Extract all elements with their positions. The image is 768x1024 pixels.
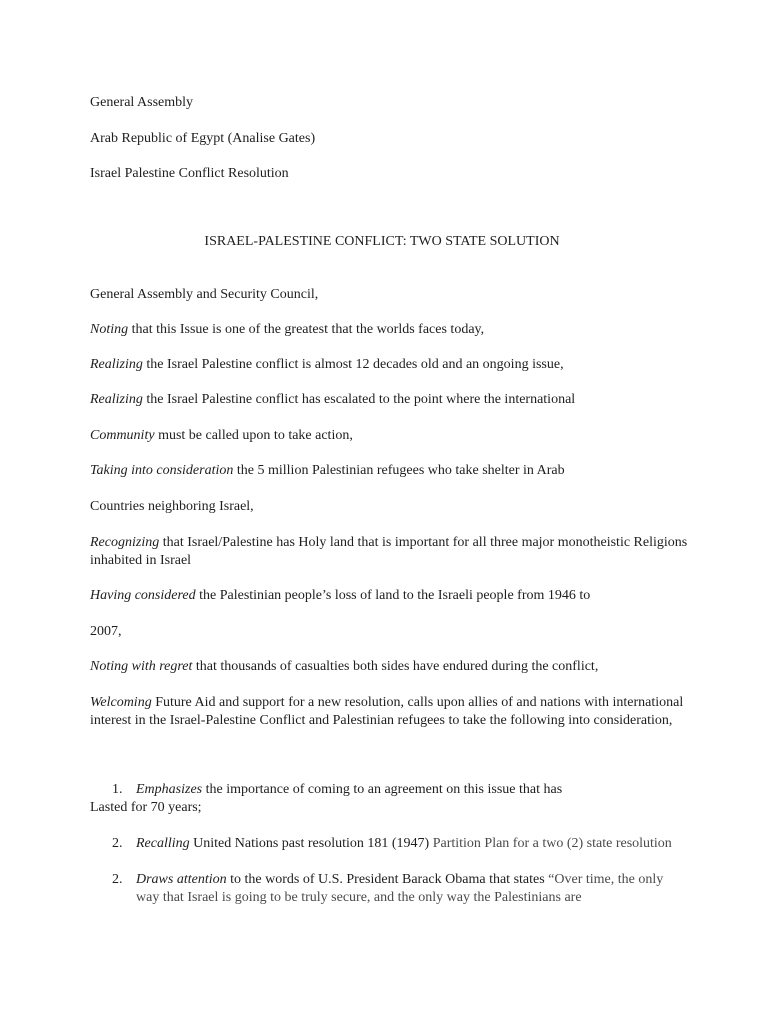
preamble-clause — [90, 321, 484, 339]
clause-lead: Recalling — [136, 836, 190, 851]
addressed-to: General Assembly and Security Council, — [90, 287, 319, 302]
clause-text: to the words of U.S. President Barack Obama that states — [226, 872, 549, 887]
clause-text: 2007, — [90, 624, 122, 639]
preamble-clause — [90, 462, 565, 480]
clause-lead: Emphasizes — [136, 782, 203, 797]
preamble-clause — [90, 623, 122, 641]
clause-text: Countries neighboring Israel, — [90, 499, 254, 514]
preamble-clause — [90, 356, 564, 374]
clause-text-gray: “Over time, the only way that Israel is going to be truly secure, and the only way the Palestinians are — [136, 872, 664, 905]
clause-text: that thousands of casualties both sides have endured during the conflict, — [192, 659, 599, 674]
operative-clause — [136, 835, 681, 853]
clause-lead: Realizing — [90, 357, 143, 372]
clause-lead: Noting — [90, 322, 129, 337]
operative-clause — [136, 871, 681, 907]
clause-text: Future Aid and support for a new resolution, calls upon allies of and nations with international interest in the Israel-Palestine Conflict and Palestinian refugees to take the following into consideration, — [90, 695, 684, 728]
country-delegate: Arab Republic of Egypt (Analise Gates) — [90, 131, 316, 146]
preamble-clause — [90, 587, 590, 605]
preamble-clause — [90, 427, 353, 445]
clause-text-gray: Partition Plan for a two (2) state resolution — [432, 836, 672, 851]
preamble-clause — [90, 498, 254, 516]
clause-text: the Palestinian people’s loss of land to the Israeli people from 1946 to — [195, 588, 591, 603]
clause-lead: Recognizing — [90, 535, 160, 550]
clause-text: the importance of coming to an agreement on this issue that has — [202, 782, 563, 797]
clause-number: 2. — [112, 872, 123, 887]
clause-lead: Welcoming — [90, 695, 152, 710]
clause-lead: Draws attention — [136, 872, 227, 887]
committee-name: General Assembly — [90, 95, 194, 110]
preamble-clause — [90, 694, 690, 730]
resolution-title: ISRAEL-PALESTINE CONFLICT: TWO STATE SOLUTION — [204, 234, 560, 249]
clause-text: the Israel Palestine conflict is almost 12 decades old and an ongoing issue, — [142, 357, 564, 372]
clause-text: the Israel Palestine conflict has escalated to the point where the international — [142, 392, 576, 407]
preamble-clause — [90, 534, 690, 570]
clause-text: must be called upon to take action, — [154, 428, 353, 443]
clause-text: the 5 million Palestinian refugees who take shelter in Arab — [233, 463, 565, 478]
clause-text: that Israel/Palestine has Holy land that is important for all three major monotheistic Religions inhabited in Israel — [90, 535, 688, 568]
clause-continuation: Lasted for 70 years; — [90, 800, 202, 815]
operative-clause — [136, 781, 681, 799]
clause-lead: Realizing — [90, 392, 143, 407]
clause-lead: Having considered — [90, 588, 196, 603]
clause-text: that this Issue is one of the greatest that the worlds faces today, — [128, 322, 485, 337]
clause-text: United Nations past resolution 181 (1947) — [189, 836, 433, 851]
clause-number: 1. — [112, 782, 123, 797]
topic: Israel Palestine Conflict Resolution — [90, 166, 289, 181]
clause-number: 2. — [112, 836, 123, 851]
preamble-clause — [90, 391, 575, 409]
clause-lead: Taking into consideration — [90, 463, 234, 478]
clause-lead: Community — [90, 428, 155, 443]
clause-lead: Noting with regret — [90, 659, 193, 674]
preamble-clause — [90, 658, 598, 676]
